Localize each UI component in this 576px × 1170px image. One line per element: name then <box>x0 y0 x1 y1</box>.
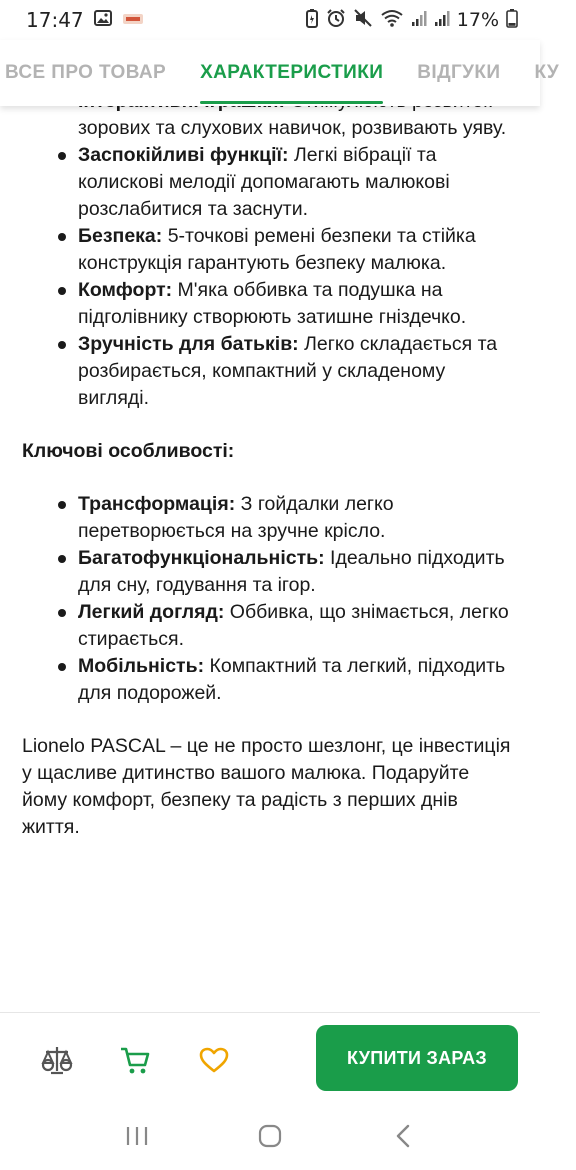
item-text: Легко складається та розбирається, компактний у складеному вигляді. <box>78 333 498 409</box>
compare-scales-icon[interactable] <box>40 1043 74 1077</box>
list-item <box>78 653 516 707</box>
features-list <box>0 88 540 412</box>
gallery-icon <box>94 9 112 31</box>
key-features-list <box>0 491 540 707</box>
status-time: 17:47 <box>26 8 84 32</box>
item-title: Безпека: <box>78 225 163 247</box>
heart-icon[interactable] <box>197 1043 231 1077</box>
list-item <box>78 331 516 412</box>
home-icon[interactable] <box>250 1116 290 1156</box>
signal-icon-1 <box>411 9 427 32</box>
app-notification-icon <box>122 9 144 31</box>
key-features-title: Ключові особливості: <box>22 440 235 462</box>
wifi-icon <box>380 9 404 32</box>
item-title: Багатофункціональність: <box>78 547 325 569</box>
tab-more[interactable]: КУ <box>534 62 560 83</box>
item-text: 5-точкові ремені безпеки та стійка конструкція гарантують безпеку малюка. <box>78 225 476 274</box>
list-item <box>78 277 516 331</box>
mute-icon <box>353 8 373 33</box>
item-title: Мобільність: <box>78 655 205 677</box>
buy-now-button[interactable]: КУПИТИ ЗАРАЗ <box>316 1025 518 1091</box>
item-text: Компактний та легкий, підходить для подорожей. <box>78 655 506 704</box>
item-title: Зручність для батьків: <box>78 333 299 355</box>
tab-reviews[interactable]: ВІДГУКИ <box>417 62 501 83</box>
battery-percent: 17% <box>456 9 499 31</box>
status-bar <box>0 0 540 40</box>
item-text: Легкі вібрації та колискові мелодії допомагають малюкові розслабитися та заснути. <box>78 144 450 220</box>
back-icon[interactable] <box>383 1116 423 1156</box>
item-title: Комфорт: <box>78 279 173 301</box>
product-tabs <box>0 40 560 106</box>
list-item <box>78 599 516 653</box>
closing-paragraph: Lionelo PASCAL – це не просто шезлонг, це інвестиція у щасливе дитинство вашого малюка. Подаруйте йому комфорт, безпеку та радість з перших днів життя. <box>22 735 511 838</box>
tab-all-about-product[interactable]: ВСЕ ПРО ТОВАР <box>5 62 167 83</box>
system-nav-bar <box>0 1102 540 1170</box>
list-item <box>78 223 516 277</box>
bottom-action-bar <box>0 1012 540 1102</box>
item-title: Заспокійливі функції: <box>78 144 289 166</box>
cart-icon[interactable] <box>118 1043 152 1077</box>
battery-icon <box>506 8 518 33</box>
item-text: Оббивка, що знімається, легко стирається. <box>78 601 509 650</box>
recent-apps-icon[interactable] <box>117 1116 157 1156</box>
list-item <box>78 142 516 223</box>
item-text: Ідеально підходить для сну, годування та ігор. <box>78 547 505 596</box>
item-text: З гойдалки легко перетворюється на зручне крісло. <box>78 493 394 542</box>
item-text: М'яка оббивка та подушка на підголівнику створюють затишне гніздечко. <box>78 279 467 328</box>
item-text: зорових та слухових навичок, розвивають уяву. <box>78 117 507 139</box>
list-item <box>78 545 516 599</box>
signal-icon-2 <box>434 9 450 32</box>
item-title: Легкий догляд: <box>78 601 225 623</box>
battery-saver-icon <box>305 8 319 33</box>
item-title: Трансформація: <box>78 493 236 515</box>
list-item <box>78 491 516 545</box>
tab-characteristics[interactable]: ХАРАКТЕРИСТИКИ <box>183 40 400 106</box>
product-description <box>0 88 540 1008</box>
alarm-icon <box>326 8 346 33</box>
